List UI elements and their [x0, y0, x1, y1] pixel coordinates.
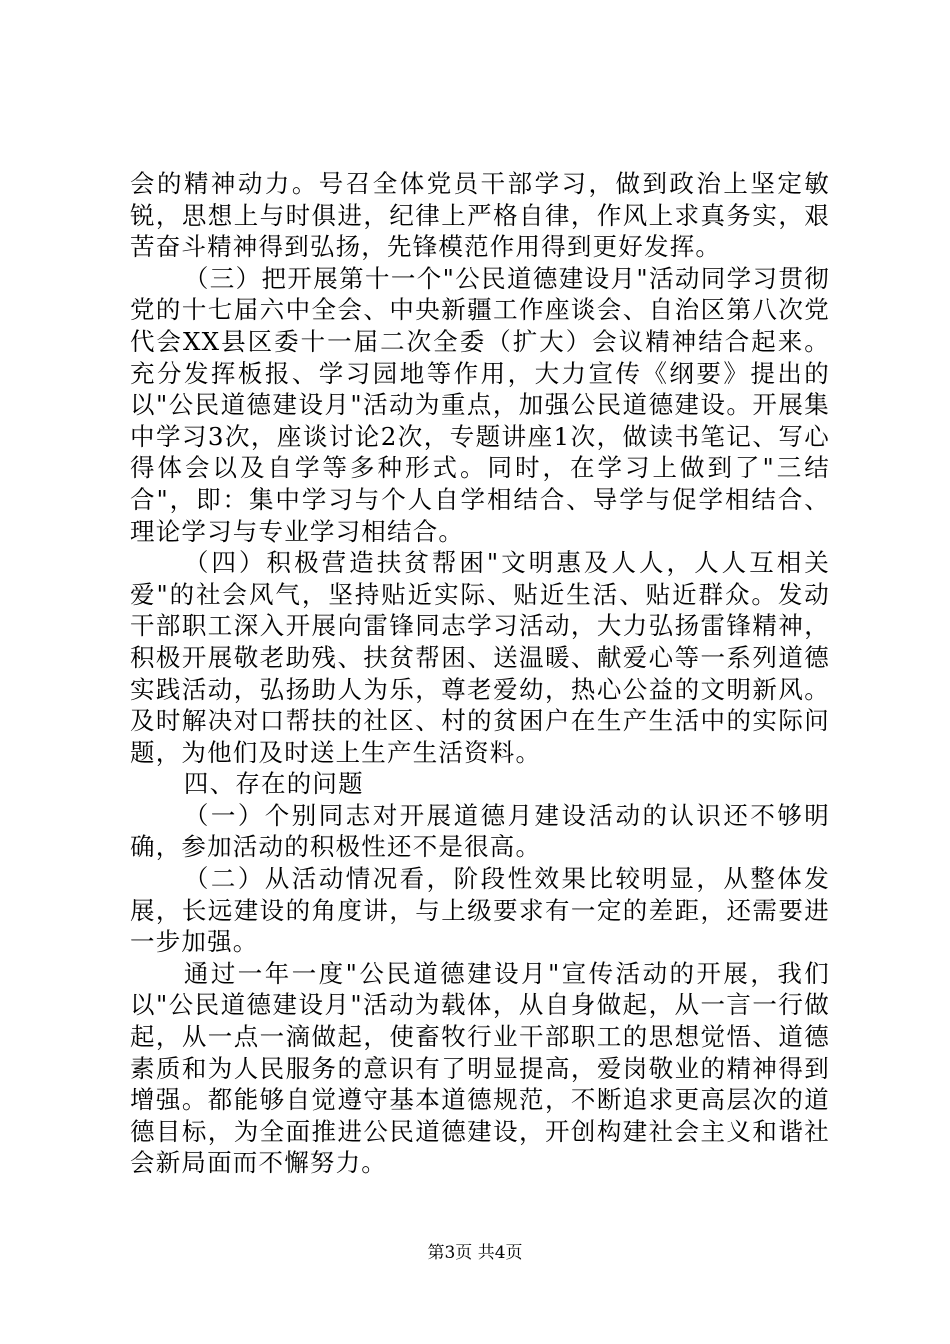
section-heading-problems: 四、存在的问题	[183, 769, 364, 799]
paragraph-problem-one: （一）个别同志对开展道德月建设活动的认识还不够明确，参加活动的积极性还不是很高。	[130, 800, 830, 862]
paragraph-conclusion: 通过一年一度"公民道德建设月"宣传活动的开展，我们以"公民道德建设月"活动为载体，从自身做起，从一言一行做起，从一点一滴做起，使畜牧行业干部职工的思想觉悟、道德素质和为人民服务的意识有了明显提高，爱岗敬业的精神得到增强。都能够自觉遵守基本道德规范，不断追求更高层次的道德目标，为全面推进公民道德建设，开创构建社会主义和谐社会新局面而不懈努力。	[130, 958, 830, 1178]
paragraph-problem-two: （二）从活动情况看，阶段性效果比较明显，从整体发展，长远建设的角度讲，与上级要求有一定的差距，还需要进一步加强。	[130, 864, 830, 957]
paragraph-item-three: （三）把开展第十一个"公民道德建设月"活动同学习贯彻党的十七届六中全会、中央新疆工作座谈会、自治区第八次党代会XX县区委十一届二次全委（扩大）会议精神结合起来。充分发挥板报、学习园地等作用，大力宣传《纲要》提出的以"公民道德建设月"活动为重点，加强公民道德建设。开展集中学习3次，座谈讨论2次，专题讲座1次，做读书笔记、写心得体会以及自学等多种形式。同时，在学习上做到了"三结合"，即：集中学习与个人自学相结合、导学与促学相结合、理论学习与专业学习相结合。	[130, 263, 830, 546]
page-number: 第3页 共4页	[427, 1243, 523, 1263]
paragraph-item-four: （四）积极营造扶贫帮困"文明惠及人人，人人互相关爱"的社会风气，坚持贴近实际、贴近生活、贴近群众。发动干部职工深入开展向雷锋同志学习活动，大力弘扬雷锋精神，积极开展敬老助残、扶贫帮困、送温暖、献爱心等一系列道德实践活动，弘扬助人为乐，尊老爱幼，热心公益的文明新风。及时解决对口帮扶的社区、村的贫困户在生产生活中的实际问题，为他们及时送上生产生活资料。	[130, 548, 830, 767]
paragraph-continuation: 会的精神动力。号召全体党员干部学习，做到政治上坚定敏锐，思想上与时俱进，纪律上严格自律，作风上求真务实，艰苦奋斗精神得到弘扬，先锋模范作用得到更好发挥。	[130, 169, 830, 262]
document-body	[130, 168, 830, 1179]
